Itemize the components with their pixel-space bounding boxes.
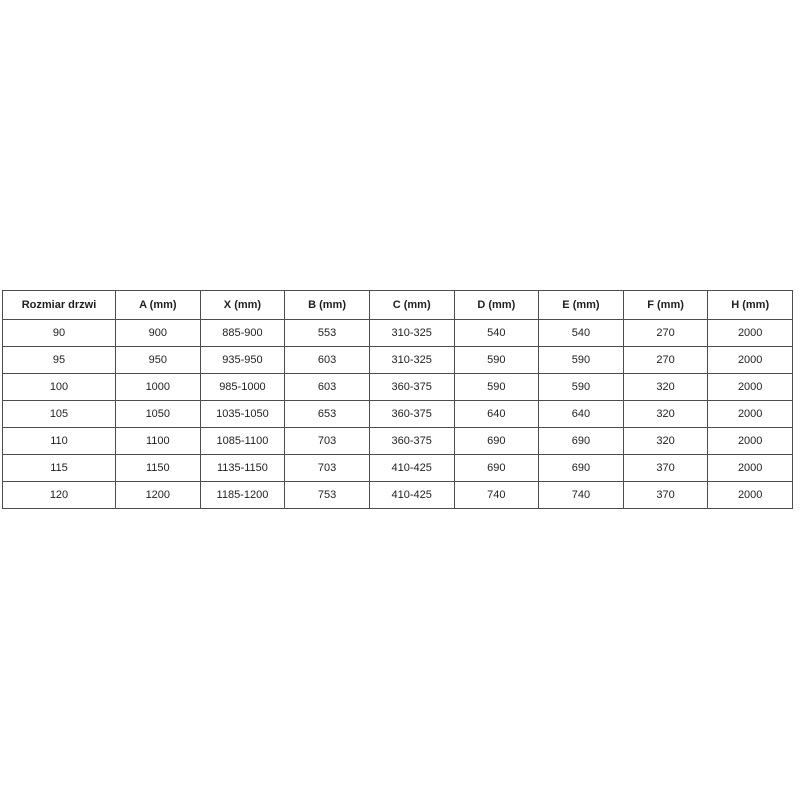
- table-cell: 900: [116, 320, 201, 347]
- table-cell: 120: [3, 482, 116, 509]
- column-header: E (mm): [539, 291, 624, 320]
- column-header: C (mm): [369, 291, 454, 320]
- table-header: [3, 291, 793, 320]
- table-cell: 690: [454, 455, 539, 482]
- table-cell: 640: [454, 401, 539, 428]
- table-cell: 1135-1150: [200, 455, 285, 482]
- table-cell: 1200: [116, 482, 201, 509]
- table-cell: 640: [539, 401, 624, 428]
- column-header: Rozmiar drzwi: [3, 291, 116, 320]
- table-cell: 90: [3, 320, 116, 347]
- table-cell: 690: [454, 428, 539, 455]
- table-cell: 740: [539, 482, 624, 509]
- table-body: [3, 320, 793, 509]
- table-cell: 320: [623, 401, 708, 428]
- table-cell: 2000: [708, 401, 793, 428]
- table-cell: 590: [539, 374, 624, 401]
- column-header: A (mm): [116, 291, 201, 320]
- table-cell: 603: [285, 347, 370, 374]
- table-cell: 2000: [708, 320, 793, 347]
- table-cell: 1085-1100: [200, 428, 285, 455]
- table-cell: 370: [623, 482, 708, 509]
- table-cell: 115: [3, 455, 116, 482]
- table-cell: 2000: [708, 428, 793, 455]
- table-cell: 105: [3, 401, 116, 428]
- table-cell: 320: [623, 428, 708, 455]
- table-cell: 2000: [708, 455, 793, 482]
- table-cell: 2000: [708, 347, 793, 374]
- table-cell: 590: [454, 347, 539, 374]
- door-size-spec-table: [2, 290, 793, 509]
- table-cell: 653: [285, 401, 370, 428]
- table-cell: 360-375: [369, 401, 454, 428]
- table-cell: 540: [539, 320, 624, 347]
- table-cell: 753: [285, 482, 370, 509]
- table-cell: 1150: [116, 455, 201, 482]
- table-cell: 740: [454, 482, 539, 509]
- table-cell: 95: [3, 347, 116, 374]
- table-cell: 985-1000: [200, 374, 285, 401]
- table-row: [3, 482, 793, 509]
- table-cell: 410-425: [369, 482, 454, 509]
- table-cell: 703: [285, 455, 370, 482]
- table-cell: 590: [454, 374, 539, 401]
- table-cell: 270: [623, 347, 708, 374]
- table-cell: 310-325: [369, 320, 454, 347]
- table-cell: 410-425: [369, 455, 454, 482]
- table-cell: 1050: [116, 401, 201, 428]
- table-cell: 2000: [708, 374, 793, 401]
- column-header: H (mm): [708, 291, 793, 320]
- table-cell: 540: [454, 320, 539, 347]
- table-cell: 1100: [116, 428, 201, 455]
- table-cell: 320: [623, 374, 708, 401]
- column-header: X (mm): [200, 291, 285, 320]
- column-header: B (mm): [285, 291, 370, 320]
- table-cell: 270: [623, 320, 708, 347]
- table-cell: 360-375: [369, 428, 454, 455]
- column-header: D (mm): [454, 291, 539, 320]
- table-cell: 703: [285, 428, 370, 455]
- table-row: [3, 374, 793, 401]
- table-cell: 100: [3, 374, 116, 401]
- table-cell: 885-900: [200, 320, 285, 347]
- table-cell: 950: [116, 347, 201, 374]
- table-cell: 360-375: [369, 374, 454, 401]
- table-row: [3, 455, 793, 482]
- table-cell: 310-325: [369, 347, 454, 374]
- table-cell: 603: [285, 374, 370, 401]
- table-cell: 553: [285, 320, 370, 347]
- table-cell: 1185-1200: [200, 482, 285, 509]
- table-row: [3, 428, 793, 455]
- table-header-row: [3, 291, 793, 320]
- table-cell: 2000: [708, 482, 793, 509]
- table-cell: 690: [539, 428, 624, 455]
- table-cell: 1000: [116, 374, 201, 401]
- table-cell: 590: [539, 347, 624, 374]
- table-row: [3, 320, 793, 347]
- table-cell: 1035-1050: [200, 401, 285, 428]
- table-cell: 690: [539, 455, 624, 482]
- table-row: [3, 401, 793, 428]
- column-header: F (mm): [623, 291, 708, 320]
- table-cell: 935-950: [200, 347, 285, 374]
- table-cell: 110: [3, 428, 116, 455]
- table-row: [3, 347, 793, 374]
- table-cell: 370: [623, 455, 708, 482]
